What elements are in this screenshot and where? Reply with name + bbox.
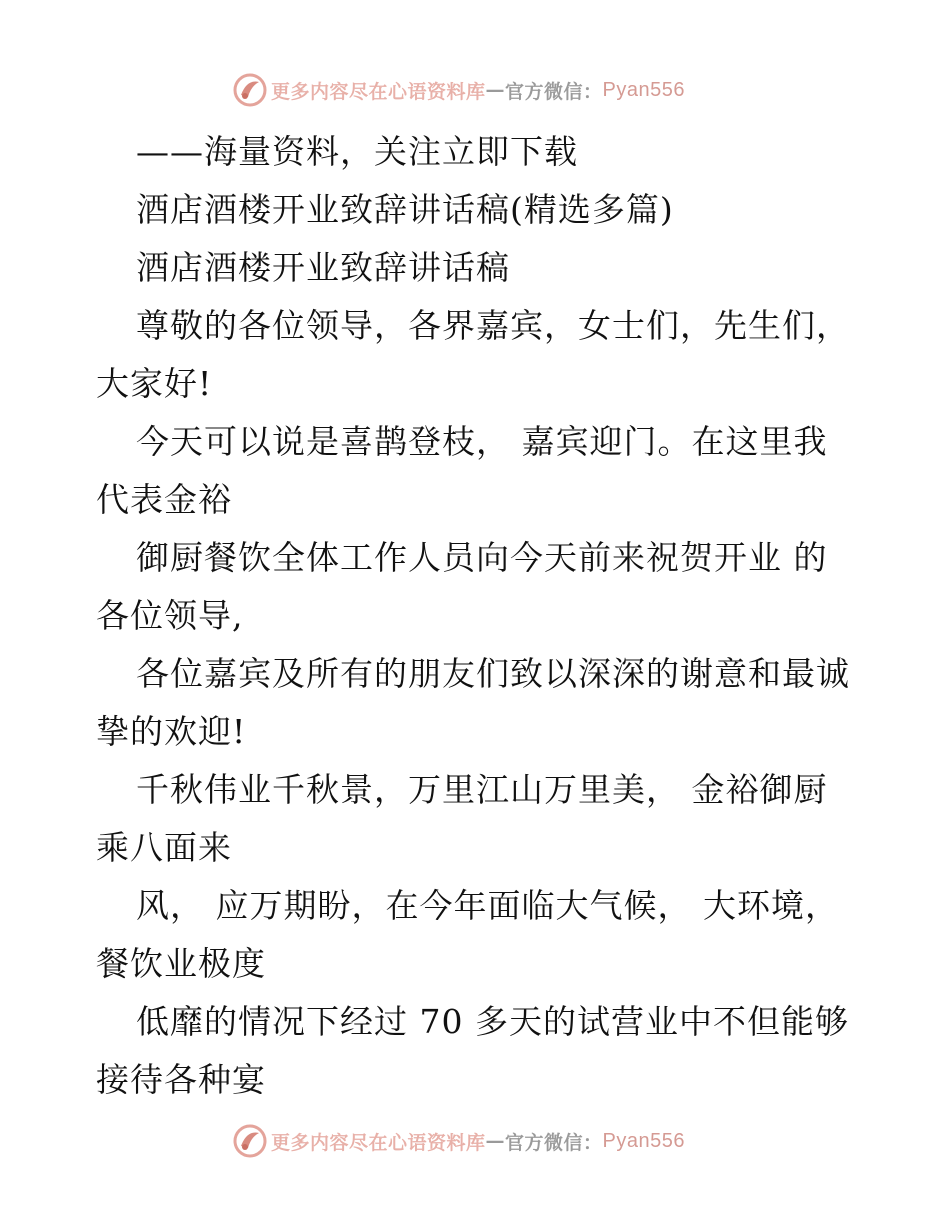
doc-line: 接待各种宴 [96, 1060, 266, 1099]
banner-title: 更多内容尽在心语资料库 [271, 1131, 486, 1154]
doc-title: 酒店酒楼开业致辞讲话稿(精选多篇) [136, 190, 674, 229]
banner-content [233, 70, 685, 110]
doc-line: 御厨餐饮全体工作人员向今天前来祝贺开业 的 [136, 538, 828, 577]
banner-wechat-id: Pyan556 [602, 78, 685, 101]
doc-line: 尊敬的各位领导，各界嘉宾，女士们，先生们， [136, 306, 850, 345]
doc-line: ——海量资料，关注立即下载 [136, 132, 578, 171]
document-body [96, 123, 856, 1109]
doc-line: 大家好! [96, 364, 213, 403]
banner-separator: — [485, 1130, 506, 1152]
doc-line: 各位领导, [96, 596, 244, 635]
doc-line: 今天可以说是喜鹊登枝， 嘉宾迎门。在这里我 [136, 422, 828, 461]
banner-official-label: 官方微信： [505, 80, 603, 103]
banner-official-label: 官方微信： [505, 1131, 603, 1154]
doc-line: 代表金裕 [96, 480, 232, 519]
doc-line: 乘八面来 [96, 828, 232, 867]
header-banner [0, 70, 950, 110]
banner-wechat-id: Pyan556 [602, 1129, 685, 1152]
doc-line: 低靡的情况下经过 70 多天的试营业中不但能够 [136, 1002, 849, 1041]
doc-line: 挚的欢迎! [96, 712, 247, 751]
library-logo-icon [233, 1124, 267, 1158]
banner-title: 更多内容尽在心语资料库 [271, 80, 486, 103]
footer-banner [0, 1121, 950, 1161]
library-logo-icon [233, 73, 267, 107]
doc-line: 风， 应万期盼，在今年面临大气候， 大环境， [136, 886, 839, 925]
banner-content [233, 1121, 685, 1161]
doc-line: 千秋伟业千秋景，万里江山万里美， 金裕御厨 [136, 770, 828, 809]
doc-subtitle: 酒店酒楼开业致辞讲话稿 [136, 248, 510, 287]
doc-line: 各位嘉宾及所有的朋友们致以深深的谢意和最诚 [136, 654, 850, 693]
banner-separator: — [485, 79, 506, 101]
doc-line: 餐饮业极度 [96, 944, 266, 983]
